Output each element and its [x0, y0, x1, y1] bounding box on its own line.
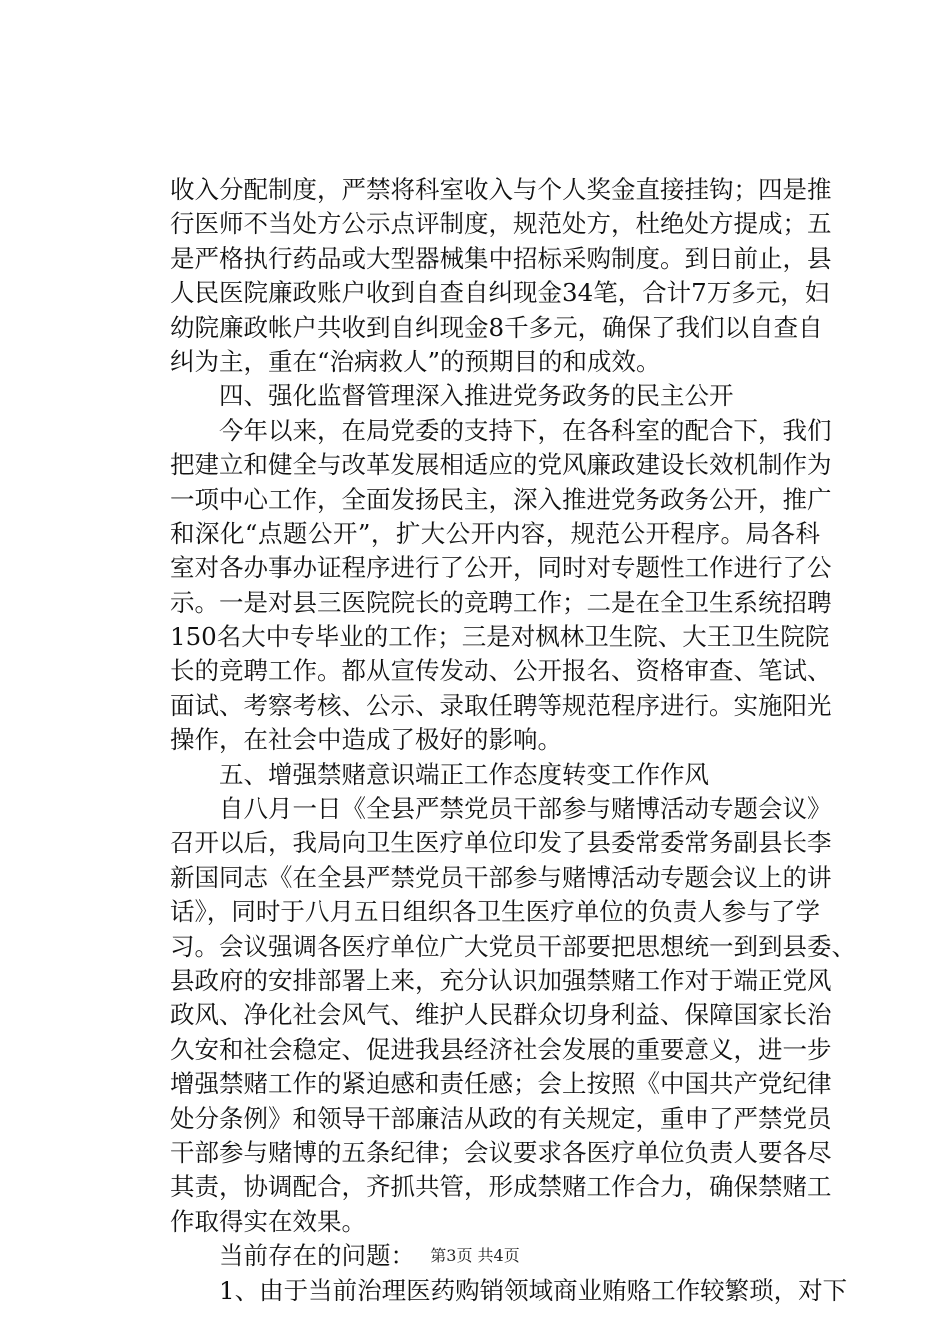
- text-line: 一项中心工作，全面发扬民主，深入推进党务政务公开，推广: [170, 484, 832, 514]
- text-line: 人民医院廉政账户收到自查自纠现金34笔，合计7万多元，妇: [170, 278, 830, 308]
- section-heading: 当前存在的问题：: [219, 1241, 415, 1271]
- text-line: 县政府的安排部署上来，充分认识加强禁赌工作对于端正党风: [170, 965, 832, 995]
- text-line: 新国同志《在全县严禁党员干部参与赌博活动专题会议上的讲: [170, 862, 832, 892]
- text-line: 室对各办事办证程序进行了公开，同时对专题性工作进行了公: [170, 553, 832, 583]
- text-line: 今年以来，在局党委的支持下，在各科室的配合下，我们: [219, 415, 832, 445]
- text-line: 操作，在社会中造成了极好的影响。: [170, 725, 562, 755]
- document-body: [170, 173, 856, 1308]
- text-line: 话》，同时于八月五日组织各卫生医疗单位的负责人参与了学: [170, 897, 820, 927]
- text-line: 干部参与赌博的五条纪律；会议要求各医疗单位负责人要各尽: [170, 1137, 832, 1167]
- text-line: 面试、考察考核、公示、录取任聘等规范程序进行。实施阳光: [170, 690, 832, 720]
- page-footer: 第3页 共4页: [430, 1246, 520, 1265]
- text-line: 示。一是对县三医院院长的竞聘工作；二是在全卫生系统招聘: [170, 587, 832, 617]
- section-heading: 四、强化监督管理深入推进党务政务的民主公开: [219, 381, 734, 411]
- text-line: 1、由于当前治理医药购销领域商业贿赂工作较繁琐，对下: [219, 1275, 848, 1305]
- text-line: 习。会议强调各医疗单位广大党员干部要把思想统一到到县委、: [170, 931, 856, 961]
- text-line: 召开以后，我局向卫生医疗单位印发了县委常委常务副县长李: [170, 828, 832, 858]
- text-line: 政风、净化社会风气、维护人民群众切身利益、保障国家长治: [170, 1000, 832, 1030]
- text-line: 行医师不当处方公示点评制度，规范处方，杜绝处方提成；五: [170, 209, 832, 239]
- text-line: 增强禁赌工作的紧迫感和责任感；会上按照《中国共产党纪律: [170, 1069, 832, 1099]
- section-heading: 五、增强禁赌意识端正工作态度转变工作作风: [219, 759, 709, 789]
- text-line: 久安和社会稳定、促进我县经济社会发展的重要意义，进一步: [170, 1034, 832, 1064]
- text-line: 幼院廉政帐户共收到自纠现金8千多元，确保了我们以自查自: [170, 312, 823, 342]
- text-line: 其责，协调配合，齐抓共管，形成禁赌工作合力，确保禁赌工: [170, 1172, 832, 1202]
- text-line: 纠为主，重在“治病救人”的预期目的和成效。: [170, 346, 661, 376]
- text-line: 作取得实在效果。: [170, 1206, 366, 1236]
- text-line: 自八月一日《全县严禁党员干部参与赌博活动专题会议》: [219, 794, 832, 824]
- text-line: 和深化“点题公开”，扩大公开内容，规范公开程序。局各科: [170, 518, 820, 548]
- text-line: 收入分配制度，严禁将科室收入与个人奖金直接挂钩；四是推: [170, 175, 832, 204]
- text-line: 长的竞聘工作。都从宣传发动、公开报名、资格审查、笔试、: [170, 656, 832, 686]
- text-line: 150名大中专毕业的工作；三是对枫林卫生院、大王卫生院院: [170, 622, 830, 652]
- text-line: 处分条例》和领导干部廉洁从政的有关规定，重申了严禁党员: [170, 1103, 832, 1133]
- text-line: 把建立和健全与改革发展相适应的党风廉政建设长效机制作为: [170, 450, 832, 480]
- text-line: 是严格执行药品或大型器械集中招标采购制度。到日前止，县: [170, 243, 832, 273]
